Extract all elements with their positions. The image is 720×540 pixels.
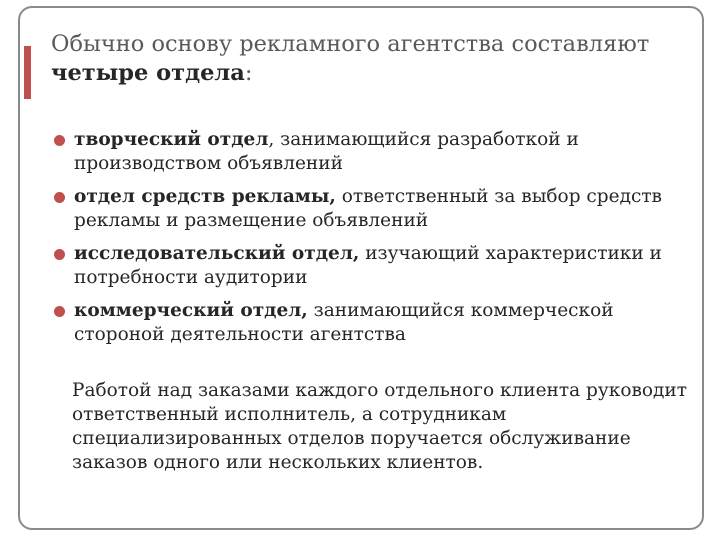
bullet-term: коммерческий отдел, [74, 300, 308, 321]
bullet-icon [54, 135, 65, 146]
slide-frame [18, 6, 704, 530]
bullet-text: изучающий характеристики и потребности аудитории [74, 243, 662, 288]
accent-bar [24, 46, 31, 99]
slide-title [51, 30, 701, 88]
bullet-icon [54, 249, 65, 260]
bullet-term: исследовательский отдел, [74, 243, 360, 264]
bullet-term: творческий отдел [74, 129, 269, 150]
list-item-commercial [52, 299, 702, 347]
list-item-creative [52, 128, 702, 176]
title-regular-text: Обычно основу рекламного агентства составляют [51, 31, 650, 57]
closing-paragraph: Работой над заказами каждого отдельного клиента руководит ответственный исполнитель, а сотрудникам специализированных отделов поручается обслуживание заказов одного или нескольких клиентов. [72, 380, 687, 473]
slide-body [52, 128, 702, 475]
list-item-media [52, 185, 702, 233]
department-list [52, 128, 702, 347]
bullet-term: отдел средств рекламы, [74, 186, 336, 207]
bullet-text: ответственный за выбор средств рекламы и размещение объявлений [74, 186, 662, 231]
list-item-research [52, 242, 702, 290]
bullet-icon [54, 192, 65, 203]
bullet-icon [54, 306, 65, 317]
bullet-text: занимающийся коммерческой стороной деятельности агентства [74, 300, 614, 345]
bullet-text: , занимающийся разработкой и производством объявлений [74, 129, 579, 174]
title-colon: : [244, 60, 253, 86]
title-bold-text: четыре отдела [51, 60, 245, 86]
